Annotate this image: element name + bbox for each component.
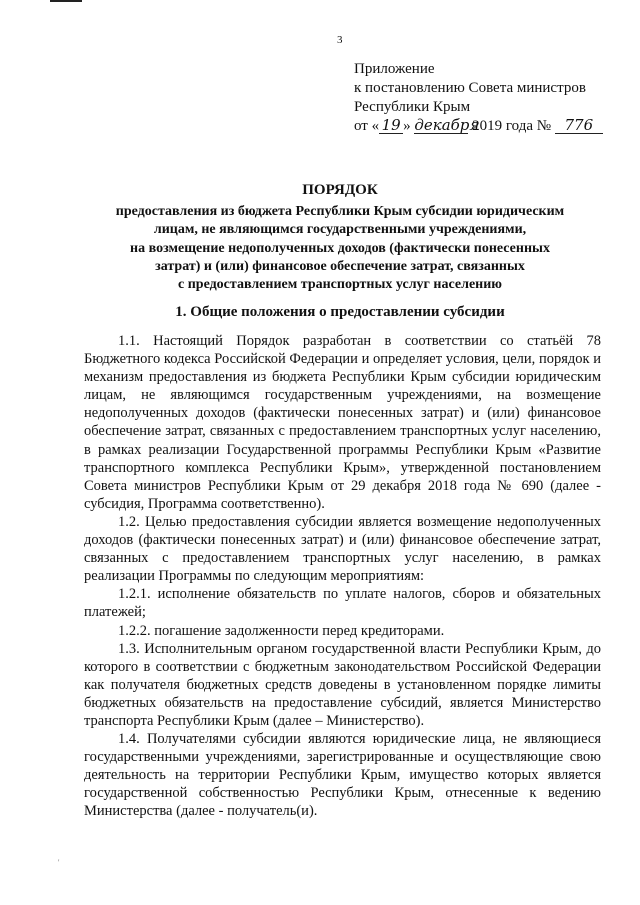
- top-edge-mark: [50, 0, 82, 2]
- paragraph-1-2-2: 1.2.2. погашение задолженности перед кредиторами.: [118, 622, 445, 639]
- appendix-date-line: [354, 117, 624, 136]
- subtitle-line: лицам, не являющимся государственными учреждениями,: [153, 222, 527, 238]
- subtitle-line: с предоставлением транспортных услуг населению: [178, 277, 502, 293]
- subtitle-line: на возмещение недополученных доходов (фактически понесенных: [130, 240, 550, 256]
- paragraph-1-2-1: 1.2.1. исполнение обязательств по уплате налогов, сборов и обязательных платежей;: [84, 586, 601, 621]
- paragraph-1-3: 1.3. Исполнительным органом государственной власти Республики Крым, до которого в соответствии с бюджетным законодательством Российской Федерации как получателя бюджетных средств доведены в установленном порядке лимиты бюджетных обязательств на предоставление субсидий, является Министерство транспорта Республики Крым (далее – Министерство).: [84, 640, 601, 729]
- paragraph-1-2: 1.2. Целью предоставления субсидии является возмещение недополученных доходов (фактически понесенных затрат) и (или) финансовое обеспечение затрат, связанных с предоставлением транспортных услуг населению, в рамках реализации Программы по следующим мероприятиям:: [84, 513, 601, 585]
- page-number: 3: [337, 34, 343, 46]
- date-prefix: от «: [354, 118, 380, 134]
- document-title: ПОРЯДОК: [302, 182, 378, 198]
- handwritten-day: 19: [379, 118, 403, 134]
- footer-mark: ': [58, 858, 60, 867]
- appendix-line-1: Приложение: [354, 61, 435, 77]
- year-text: 2019 года №: [472, 118, 552, 134]
- date-quote-close: »: [403, 118, 411, 134]
- handwritten-month: декабря: [414, 116, 480, 134]
- appendix-line-2: к постановлению Совета министров: [354, 80, 586, 96]
- paragraph-1-4: 1.4. Получателями субсидии являются юридические лица, не являющиеся государственными учреждениями, зарегистрированные и осуществляющие свою деятельность на территории Республики Крым, имущество которых является государственной собственностью Республики Крым, отнесенные к ведению Министерства (далее - получатель(и).: [84, 731, 601, 820]
- appendix-block: [354, 60, 624, 136]
- handwritten-number: 776: [555, 118, 603, 134]
- section-heading: 1. Общие положения о предоставлении субсидии: [175, 304, 505, 320]
- document-subtitle: [76, 203, 604, 294]
- appendix-line-3: Республики Крым: [354, 99, 471, 115]
- paragraph-1-1: 1.1. Настоящий Порядок разработан в соответствии со статьёй 78 Бюджетного кодекса Российской Федерации и определяет условия, цели, порядок и механизм предоставления из бюджета Республики Крым субсидии юридическим лицам, не являющимся государственным учреждениями, на возмещение недополученных доходов (фактически понесенных затрат) и (или) финансовое обеспечение затрат, связанных с предоставлением транспортных услуг населению, в рамках реализации Государственной программы Республики Крым «Развитие транспортного комплекса Республики Крым», утвержденной постановлением Совета министров Республики Крым от 29 декабря 2018 года № 690 (далее - субсидия, Программа соответственно).: [84, 333, 601, 512]
- subtitle-line: затрат) и (или) финансовое обеспечение затрат, связанных: [155, 258, 525, 274]
- subtitle-line: предоставления из бюджета Республики Крым субсидии юридическим: [115, 204, 565, 219]
- body-text: [84, 332, 601, 821]
